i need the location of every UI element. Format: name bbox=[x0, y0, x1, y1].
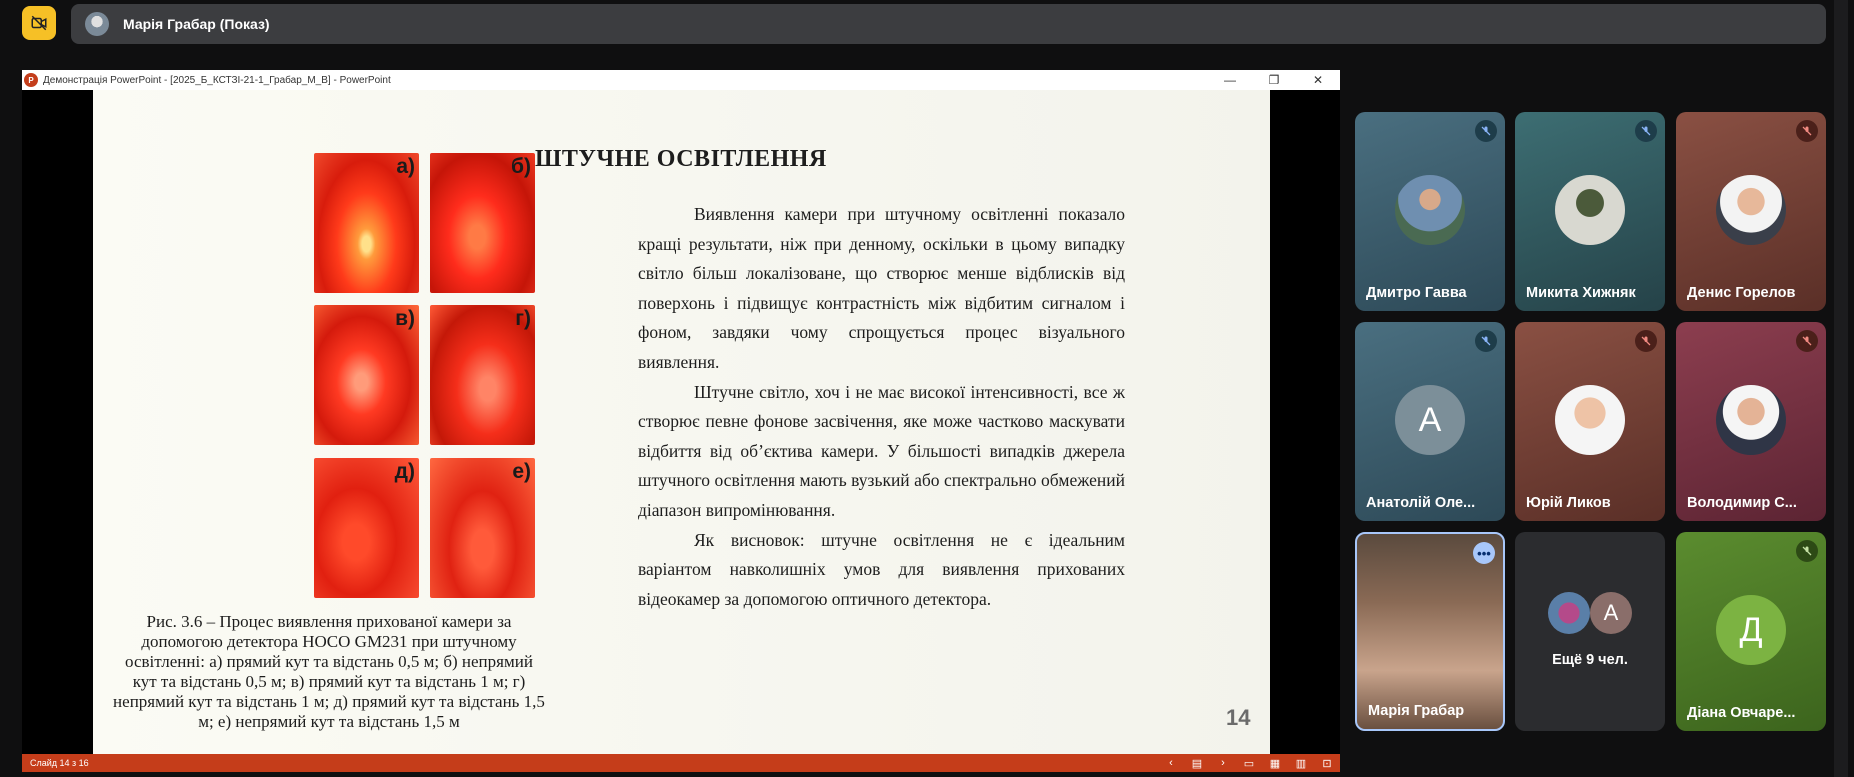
close-button[interactable]: ✕ bbox=[1312, 73, 1324, 87]
photo-label: а) bbox=[396, 155, 415, 178]
figure-photo-e bbox=[430, 458, 535, 598]
slide-sorter-icon[interactable]: ▦ bbox=[1269, 757, 1281, 770]
reading-view-icon[interactable]: ▥ bbox=[1295, 757, 1307, 770]
figure-photo-a bbox=[314, 153, 419, 293]
participant-tile[interactable] bbox=[1676, 112, 1826, 311]
scrollbar[interactable] bbox=[1834, 0, 1848, 777]
avatar: А bbox=[1395, 385, 1465, 455]
figure-photo-d bbox=[314, 458, 419, 598]
normal-view-icon[interactable]: ▭ bbox=[1243, 757, 1255, 770]
slide-counter: Слайд 14 з 16 bbox=[30, 758, 89, 768]
photo-label: г) bbox=[515, 307, 531, 330]
slide-title: ШТУЧНЕ ОСВІТЛЕННЯ bbox=[535, 146, 827, 172]
participant-name: Микита Хижняк bbox=[1526, 285, 1636, 301]
mic-off-icon bbox=[1796, 120, 1818, 142]
more-participants-label: Ещё 9 чел. bbox=[1552, 652, 1628, 668]
powerpoint-window bbox=[22, 70, 1340, 772]
figure-photo-b bbox=[430, 153, 535, 293]
powerpoint-logo-icon: P bbox=[24, 73, 38, 87]
avatar bbox=[1548, 592, 1590, 634]
presentation-bar[interactable] bbox=[71, 4, 1826, 44]
avatar bbox=[1395, 175, 1465, 245]
more-participants-tile[interactable] bbox=[1515, 532, 1665, 731]
minimize-button[interactable]: — bbox=[1224, 73, 1236, 87]
avatar: Д bbox=[1716, 595, 1786, 665]
mic-off-icon bbox=[1796, 540, 1818, 562]
restore-button[interactable]: ❐ bbox=[1268, 73, 1280, 87]
slide-paragraph: Виявлення камери при штучному освітленні показало кращі результати, ніж при денному, оскільки в цьому випадку світло більш локалізоване, що створює менше відблисків від поверхонь і підвищує контрастність між відбитим сигналом і фоном, завдяки чому спрощується процес візуального виявлення. bbox=[638, 204, 1125, 372]
avatar bbox=[1555, 385, 1625, 455]
presenter-label: Марія Грабар (Показ) bbox=[123, 16, 270, 32]
participant-name: Марія Грабар bbox=[1368, 703, 1465, 719]
participant-tile[interactable] bbox=[1515, 322, 1665, 521]
photo-label: д) bbox=[394, 460, 415, 483]
participant-tile[interactable] bbox=[1355, 322, 1505, 521]
more-options-icon[interactable]: ••• bbox=[1473, 542, 1495, 564]
photo-label: е) bbox=[512, 460, 531, 483]
avatar bbox=[1716, 385, 1786, 455]
participant-tile-video[interactable] bbox=[1355, 532, 1505, 731]
slide-menu-icon[interactable]: ▤ bbox=[1191, 757, 1203, 770]
camera-off-button[interactable] bbox=[22, 6, 56, 40]
ppt-window-title: Демонстрація PowerPoint - [2025_Б_КСТЗІ-21-1_Грабар_М_В] - PowerPoint bbox=[43, 74, 391, 86]
slide-paragraph: Як висновок: штучне освітлення не є ідеальним варіантом навколишніх умов для виявлення прихованих відеокамер за допомогою оптичного детектора. bbox=[638, 529, 1125, 609]
slide-paragraph: Штучне світло, хоч і не має високої інтенсивності, все ж створює певне фонове засвічення, яке може частково маскувати відбиття від об’єктива камери. У більшості випадків джерела штучного освітлення мають вузький або спектрально обмежений діапазон випромінювання. bbox=[638, 381, 1125, 520]
participant-tile[interactable] bbox=[1355, 112, 1505, 311]
avatar: А bbox=[1590, 592, 1632, 634]
participant-name: Діана Овчаре... bbox=[1687, 705, 1796, 721]
figure-photo-g bbox=[430, 305, 535, 445]
avatar bbox=[1716, 175, 1786, 245]
ppt-titlebar bbox=[22, 70, 1340, 90]
mic-off-icon bbox=[1475, 120, 1497, 142]
slideshow-icon[interactable]: ⊡ bbox=[1322, 757, 1332, 770]
avatar bbox=[1555, 175, 1625, 245]
figure-photo-v bbox=[314, 305, 419, 445]
slide-canvas[interactable] bbox=[93, 90, 1270, 754]
presenter-avatar bbox=[85, 12, 109, 36]
mic-off-icon bbox=[1796, 330, 1818, 352]
participant-tile[interactable] bbox=[1515, 112, 1665, 311]
participant-name: Дмитро Гавва bbox=[1366, 285, 1467, 301]
participant-tile[interactable] bbox=[1676, 322, 1826, 521]
participant-name: Юрій Ликов bbox=[1526, 495, 1611, 511]
ppt-statusbar bbox=[22, 754, 1340, 772]
photo-label: в) bbox=[395, 307, 415, 330]
mic-off-icon bbox=[1635, 120, 1657, 142]
participant-name: Анатолій Оле... bbox=[1366, 495, 1476, 511]
mic-off-icon bbox=[1475, 330, 1497, 352]
next-slide-icon[interactable]: › bbox=[1221, 757, 1225, 769]
mic-off-icon bbox=[1635, 330, 1657, 352]
participant-name: Володимир С... bbox=[1687, 495, 1797, 511]
participant-name: Денис Горелов bbox=[1687, 285, 1796, 301]
photo-label: б) bbox=[511, 155, 531, 178]
camera-off-icon bbox=[30, 14, 48, 32]
participant-tile[interactable] bbox=[1676, 532, 1826, 731]
previous-slide-icon[interactable]: ‹ bbox=[1169, 757, 1173, 769]
figure-caption: Рис. 3.6 – Процес виявлення прихованої камери за допомогою детектора HOCO GM231 при штучному освітленні: а) прямий кут та відстань 0,5 м; б) непрямий кут та відстань 0,5 м; в) прямий кут та відстань 1 м; г) непрямий кут та відстань 1 м; д) прямий кут та відстань 1,5 м; е) непрямий кут та відстань 1,5 м bbox=[113, 612, 545, 731]
slide-body bbox=[638, 200, 1125, 614]
slide-number: 14 bbox=[1226, 705, 1251, 730]
